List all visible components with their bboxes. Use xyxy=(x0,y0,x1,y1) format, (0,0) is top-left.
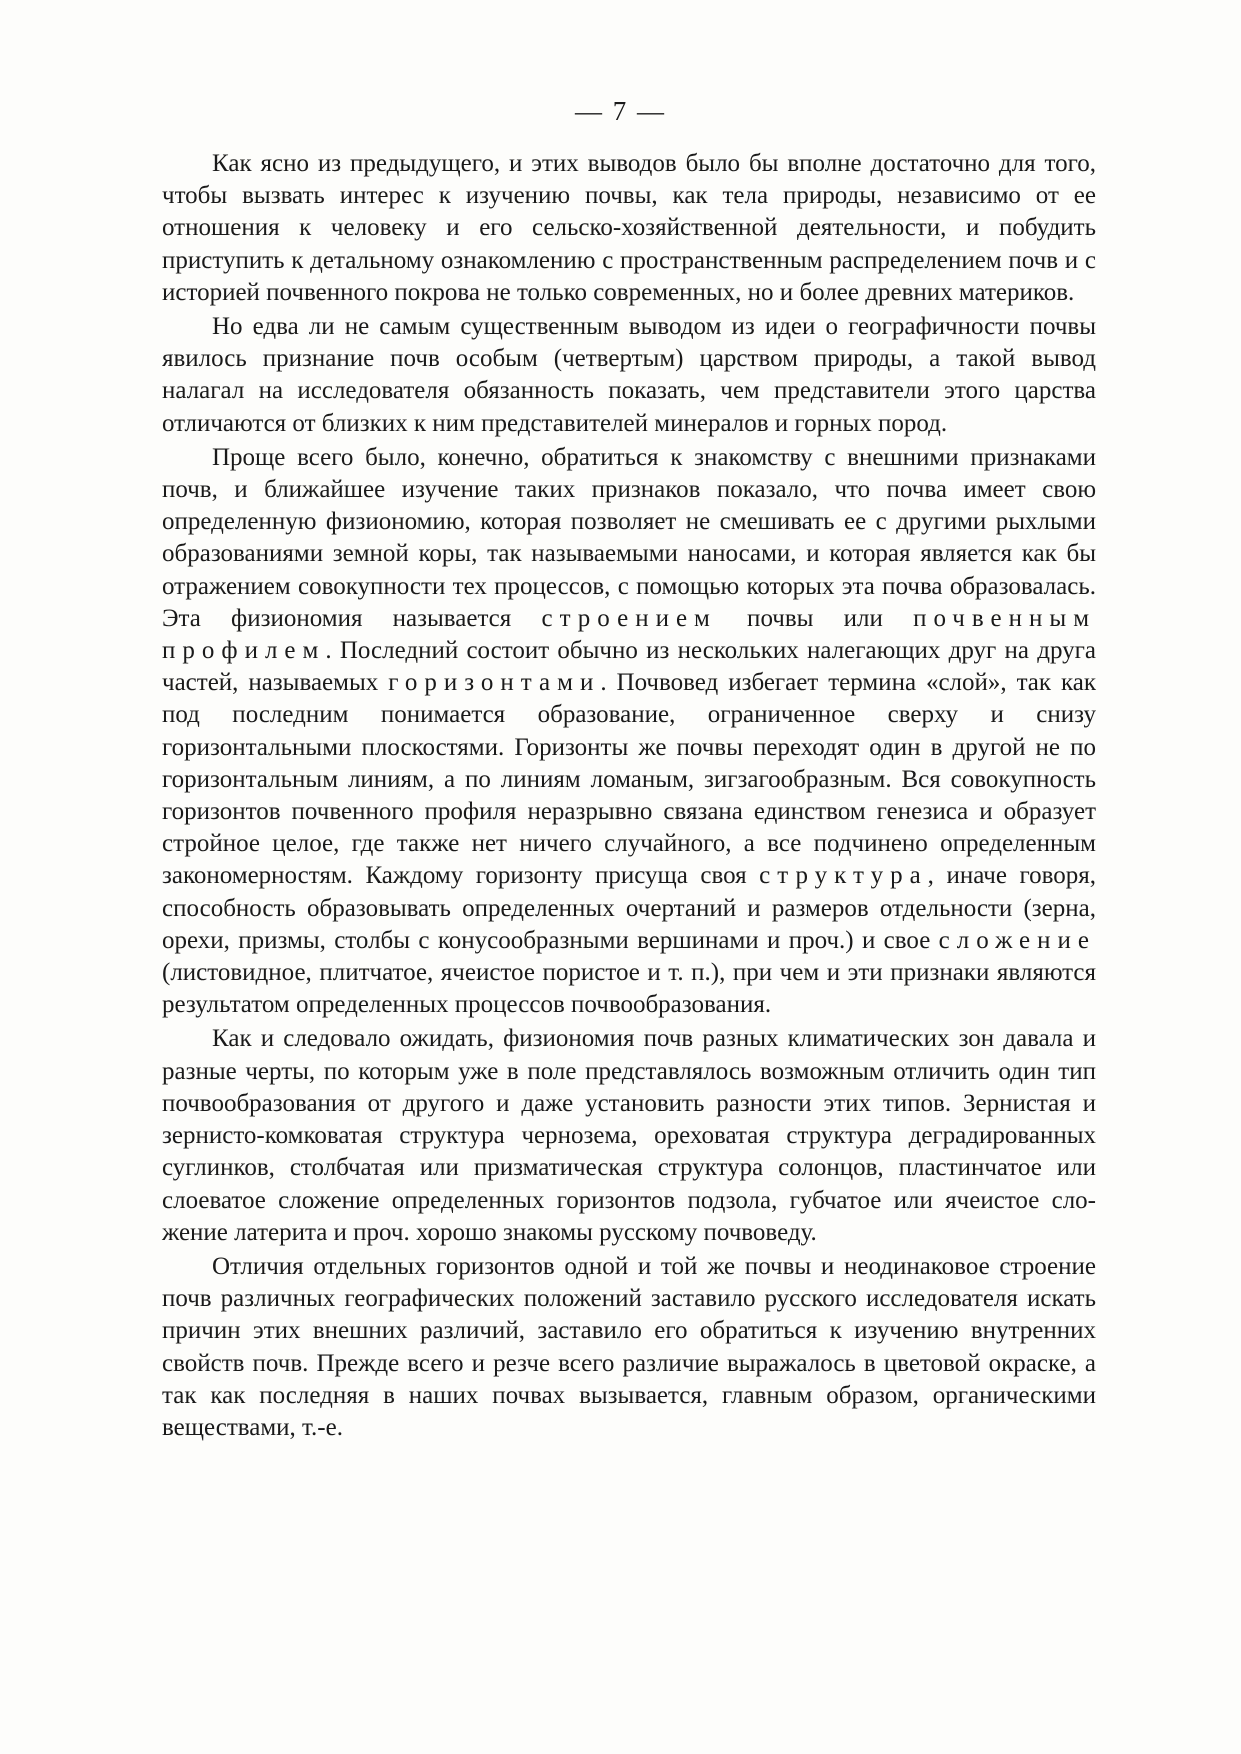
term-gorizonty: горизонтами xyxy=(388,669,601,697)
paragraph-3 xyxy=(162,442,1096,1022)
paragraph-3-part-f: (листовидное, плитчатое, ячеистое пористое и т. п.), при чем и эти признаки являются результатом определенных процессов почвообразования. xyxy=(162,959,1096,1019)
paragraph-1: Как ясно из предыдущего, и этих выводов было бы вполне достаточно для того, чтобы вызвать интерес к изучению почвы, как тела природы, независимо от ее отношения к человеку и его сельско-хозяйственной деятельности, и побудить приступить к детальному ознакомлению с пространственным распределением почв и с историей почвенного покрова не только современных, но и более древних материков. xyxy=(162,150,1096,306)
term-stroenie: строением xyxy=(541,604,717,632)
page-number: — 7 — xyxy=(575,96,666,126)
paragraph-5: Отличия отдельных горизонтов одной и той же почвы и неодинаковое строение почв различных географических положений заставило русского исследователя искать причин этих внешних различий, заставило его обратиться к изучению внутренних свойств почв. Прежде всего и резче всего различие выражалось в цветовой окраске, а так как последняя в наших почвах вызывается, главным образом, органическими веществами, т.-е. xyxy=(162,1252,1096,1441)
paragraph-3-part-a: Проще всего было, конечно, обратиться к знакомству с внешними признаками почв, и ближайшее изучение таких признаков показало, что почва имеет свою определенную физиономию, которая позволяет не смешивать ее с другими рыхлыми образованиями земной коры, так называемыми наносами, и которая является как бы отражением совокупности тех процессов, с помощью которых эта почва образовалась. Эта физиономия называется xyxy=(162,443,1096,632)
paragraph-3-part-b: почвы или xyxy=(716,604,914,632)
paragraph-3-part-c: . Последний состоит обычно из нескольких налегающих друг на друга частей, называемых xyxy=(162,637,1096,697)
term-pochvennyi-profil: почвенным профилем xyxy=(162,604,1097,665)
term-slozhenie: сложение xyxy=(938,926,1096,954)
paragraph-3-part-d: . Почвовед избегает термина «слой», так как под последним понимается образование, ограниченное сверху и снизу горизонтальными плоскостями. Горизонты же почвы переходят один в другой не по горизонтальным линиям, а по линиям ломаным, зигзагообразным. Вся совокупность горизонтов почвенного профиля неразрывно связана единством генезиса и образует стройное целое, где также нет ничего случайного, а все подчинено определенным закономерностям. Каждому горизонту присуща своя xyxy=(162,669,1096,890)
body-text xyxy=(162,148,1096,1446)
term-struktura: структура xyxy=(759,862,928,890)
paragraph-2: Но едва ли не самым существенным выводом из идеи о географичности почвы явилось признание почв особым (четвертым) царством природы, а такой вывод налагал на исследователя обязанность показать, чем представители этого царства отличаются от близких к ним представителей минералов и горных пород. xyxy=(162,313,1096,437)
paragraph-3-part-e: , иначе говоря, способность образовывать определенных очертаний и размеров отдельности (зерна, орехи, призмы, столбы с конусообразными вершинами и проч.) и свое xyxy=(162,862,1096,954)
paragraph-4: Как и следовало ожидать, физиономия почв разных климатических зон давала и разные черты, по которым уже в поле представлялось возможным отличить один тип почвообразования от другого и даже установить разности этих типов. Зернистая и зернисто-комковатая структура чернозема, ореховатая структура деградированных суглинков, столбчатая или призматическая структура солонцов, пластинчатое или слоеватое сложение определенных горизонтов подзола, губчатое или ячеистое сложение латерита и проч. хорошо знакомы русскому почвоведу. xyxy=(162,1025,1096,1246)
